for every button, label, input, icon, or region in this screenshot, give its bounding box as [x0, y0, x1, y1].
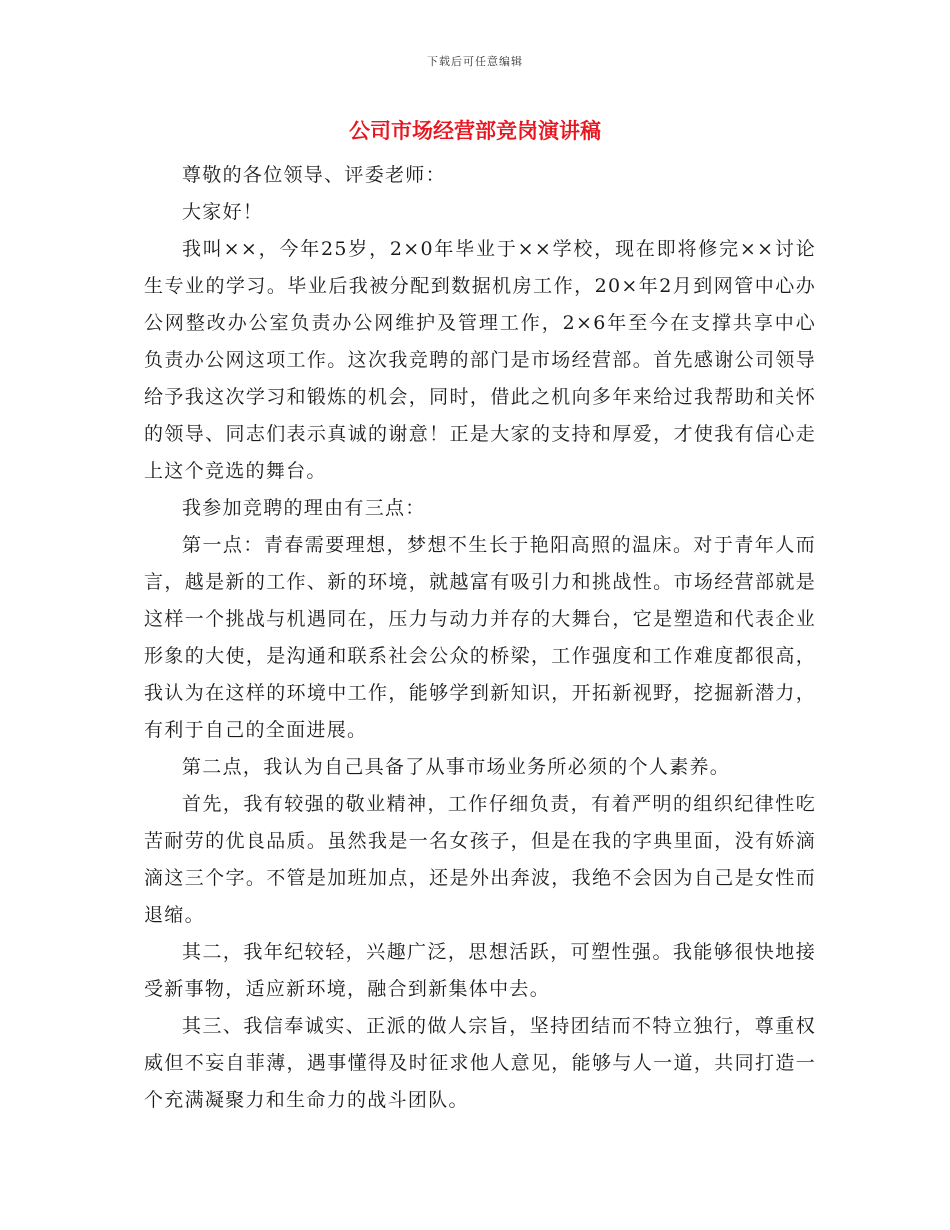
document-title: 公司市场经营部竞岗演讲稿 [349, 118, 601, 143]
paragraph-greeting: 大家好！ [182, 201, 264, 223]
paragraph-reasons-intro: 我参加竞聘的理由有三点： [182, 497, 426, 519]
paragraph-salutation: 尊敬的各位领导、评委老师： [182, 164, 446, 186]
paragraph-third-quality: 其三、我信奉诚实、正派的做人宗旨，坚持团结而不特立独行，尊重权威但不妄自菲薄，遇事懂得及时征求他人意见，能够与人一道，共同打造一个充满凝聚力和生命力的战斗团队。 [144, 1015, 816, 1111]
document-body [144, 157, 816, 1119]
paragraph-first-quality: 首先，我有较强的敬业精神，工作仔细负责，有着严明的组织纪律性吃苦耐劳的优良品质。虽然我是一名女孩子，但是在我的字典里面，没有娇滴滴这三个字。不管是加班加点，还是外出奔波，我绝不会因为自己是女性而退缩。 [144, 793, 816, 926]
paragraph-point-one: 第一点：青春需要理想，梦想不生长于艳阳高照的温床。对于青年人而言，越是新的工作、新的环境，就越富有吸引力和挑战性。市场经营部就是这样一个挑战与机遇同在，压力与动力并存的大舞台，它是塑造和代表企业形象的大使，是沟通和联系社会公众的桥梁，工作强度和工作难度都很高，我认为在这样的环境中工作，能够学到新知识，开拓新视野，挖掘新潜力，有利于自己的全面进展。 [144, 534, 816, 741]
paragraph-point-two: 第二点，我认为自己具备了从事市场业务所必须的个人素养。 [182, 756, 731, 778]
paragraph-second-quality: 其二，我年纪较轻，兴趣广泛，思想活跃，可塑性强。我能够很快地接受新事物，适应新环境，融合到新集体中去。 [144, 941, 816, 1000]
paragraph-introduction: 我叫××，今年25岁，2×0年毕业于××学校，现在即将修完××讨论生专业的学习。毕业后我被分配到数据机房工作，20×年2月到网管中心办公网整改办公室负责办公网维护及管理工作，2×6年至今在支撑共享中心负责办公网这项工作。这次我竞聘的部门是市场经营部。首先感谢公司领导给予我这次学习和锻炼的机会，同时，借此之机向多年来给过我帮助和关怀的领导、同志们表示真诚的谢意！正是大家的支持和厚爱，才使我有信心走上这个竞选的舞台。 [144, 238, 816, 482]
header-note: 下载后可任意编辑 [427, 55, 523, 68]
